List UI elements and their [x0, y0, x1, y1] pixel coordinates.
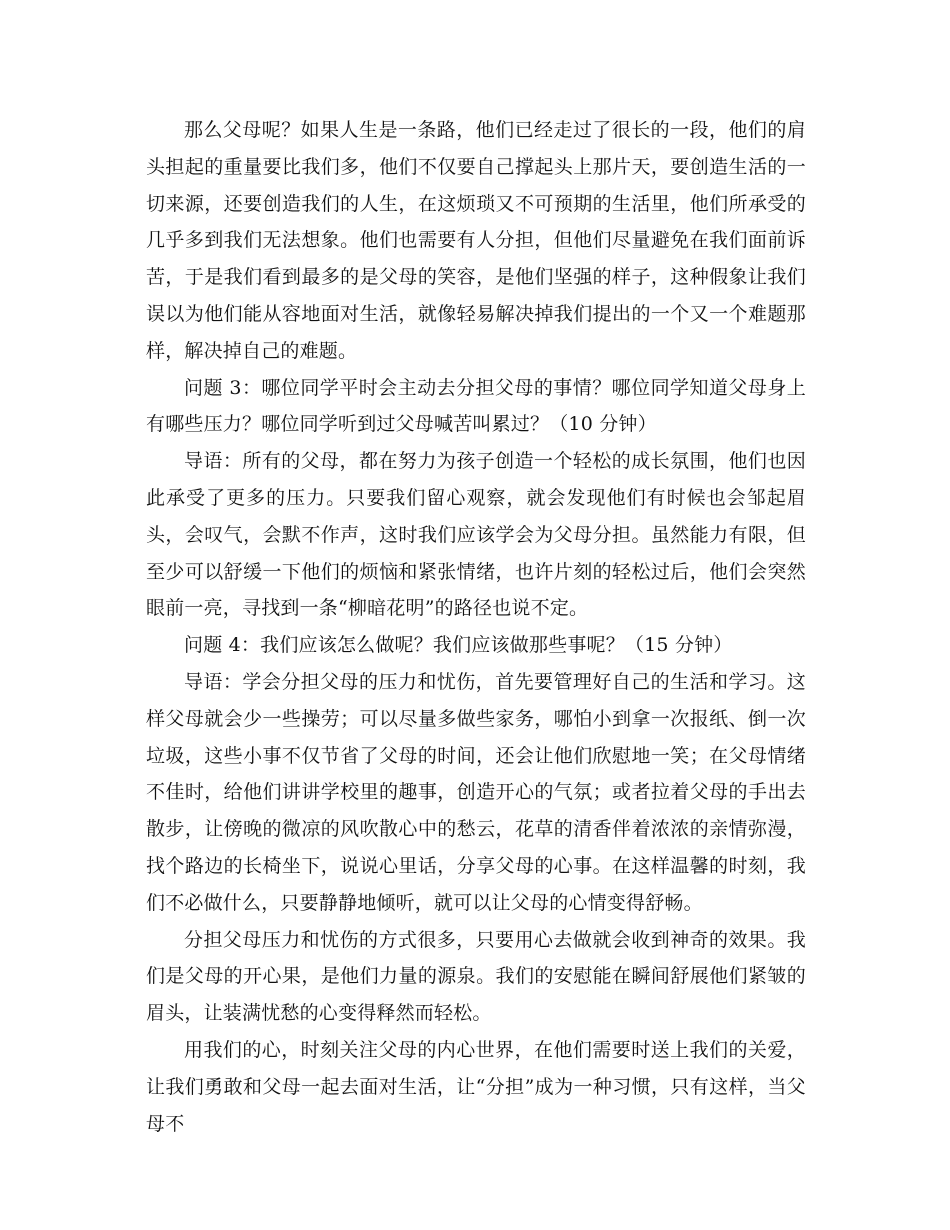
paragraph-guide-1: 导语：所有的父母，都在努力为孩子创造一个轻松的成长氛围，他们也因此承受了更多的压力。只要我们留心观察，就会发现他们有时候也会邹起眉头，会叹气，会默不作声，这时我们应该学会为父母分担。虽然能力有限，但至少可以舒缓一下他们的烦恼和紧张情绪，也许片刻的轻松过后，他们会突然眼前一亮，寻找到一条“柳暗花明”的路径也说不定。 — [146, 450, 806, 620]
paragraph-ways-to-share: 分担父母压力和忧伤的方式很多，只要用心去做就会收到神奇的效果。我们是父母的开心果，是他们力量的源泉。我们的安慰能在瞬间舒展他们紧皱的眉头，让装满忧愁的心变得释然而轻松。 — [146, 928, 806, 1025]
paragraph-parents-burden: 那么父母呢？如果人生是一条路，他们已经走过了很长的一段，他们的肩头担起的重量要比我们多，他们不仅要自己撑起头上那片天，要创造生活的一切来源，还要创造我们的人生，在这烦琐又不可预期的生活里，他们所承受的几乎多到我们无法想象。他们也需要有人分担，但他们尽量避免在我们面前诉苦，于是我们看到最多的是父母的笑容，是他们坚强的样子，这种假象让我们误以为他们能从容地面对生活，就像轻易解决掉我们提出的一个又一个难题那样，解决掉自己的难题。 — [146, 119, 806, 362]
paragraph-question-3: 问题 3：哪位同学平时会主动去分担父母的事情？哪位同学知道父母身上有哪些压力？哪位同学听到过父母喊苦叫累过？（10 分钟） — [146, 376, 806, 436]
paragraph-question-4: 问题 4：我们应该怎么做呢？我们应该做那些事呢？（15 分钟） — [184, 634, 733, 657]
paragraph-guide-2: 导语：学会分担父母的压力和忧伤，首先要管理好自己的生活和学习。这样父母就会少一些操劳；可以尽量多做些家务，哪怕小到拿一次报纸、倒一次垃圾，这些小事不仅节省了父母的时间，还会让他们欣慰地一笑；在父母情绪不佳时，给他们讲讲学校里的趣事，创造开心的气氛；或者拉着父母的手出去散步，让傍晚的微凉的风吹散心中的愁云，花草的清香伴着浓浓的亲情弥漫，找个路边的长椅坐下，说说心里话，分享父母的心事。在这样温馨的时刻，我们不必做什么，只要静静地倾听，就可以让父母的心情变得舒畅。 — [146, 670, 806, 914]
paragraph-closing: 用我们的心，时刻关注父母的内心世界，在他们需要时送上我们的关爱，让我们勇敢和父母一起去面对生活，让“分担”成为一种习惯，只有这样，当父母不 — [146, 1038, 806, 1135]
document-body — [146, 112, 806, 1142]
